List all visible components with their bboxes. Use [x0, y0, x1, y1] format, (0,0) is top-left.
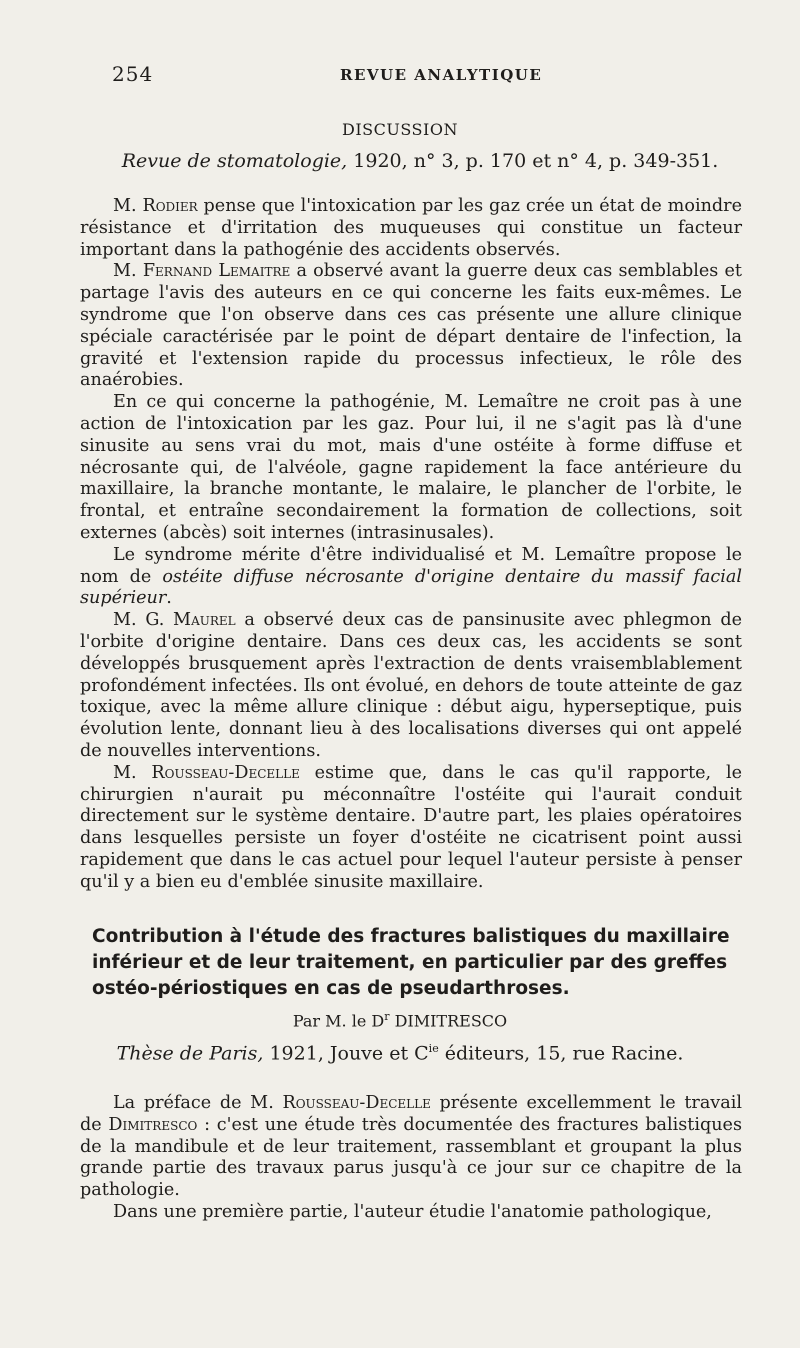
- person-name: M. Fernand Lemaitre: [113, 261, 291, 282]
- paragraph: M. Rodier pense que l'intoxication par les gaz crée un état de moindre résistance et d'irritation des muqueuses qui constitue un facteur important dans la pathogénie des accidents observés.: [80, 196, 742, 260]
- section-heading: DISCUSSION: [342, 120, 458, 139]
- review-body: [80, 1093, 742, 1224]
- paragraph: M. Rousseau-Decelle estime que, dans le cas qu'il rapporte, le chirurgien n'aurait pu méconnaître l'ostéite qui l'aurait conduit directement sur le système dentaire. D'autre part, les plaies opératoires dans lesquelles persiste un foyer d'ostéite ne cicatrisent point aussi rapidement que dans le cas actuel pour lequel l'auteur persiste à penser qu'il y a bien eu d'emblée sinusite maxillaire.: [80, 762, 742, 892]
- person-name: M. Rodier: [113, 196, 198, 216]
- paragraph: En ce qui concerne la pathogénie, M. Lemaître ne croit pas à une action de l'intoxication par les gaz. Pour lui, il ne s'agit pas là d'une sinusite au sens vrai du mot, mais d'une ostéite à forme diffuse et nécrosante qui, de l'alvéole, gagne rapidement la face antérieure du maxillaire, la branche montante, le malaire, le plancher de l'orbite, le frontal, et entraîne secondairement la formation de collections, soit externes (abcès) soit internes (intrasinusales).: [80, 392, 742, 543]
- reference-details: 1920, n° 3, p. 170 et n° 4, p. 349-351.: [347, 150, 719, 172]
- person-name: Rousseau-Decelle: [282, 1093, 431, 1113]
- article-title: Contribution à l'étude des fractures balistiques du maxillaire inférieur et de leur traitement, en particulier par des greffes ostéo-périostiques en cas de pseudarthroses.: [92, 926, 730, 999]
- paragraph: La préface de M. Rousseau-Decelle présente excellemment le travail de Dimitresco : c'est une étude très documentée des fractures balistiques de la mandibule et de leur traitement, rassemblant et groupant la plus grande partie des travaux parus jusqu'à ce jour sur ce chapitre de la pathologie.: [80, 1093, 742, 1201]
- discussion-body: [80, 196, 742, 894]
- journal-title: Revue de stomatologie,: [121, 150, 348, 172]
- paragraph: M. G. Maurel a observé deux cas de pansinusite avec phlegmon de l'orbite d'origine dentaire. Dans ces deux cas, les accidents se sont développés brusquement après l'extraction de dents vraisemblablement profondément infectées. Ils ont évolué, en dehors de toute atteinte de gaz toxique, avec la même allure clinique : début aigu, hyperseptique, puis évolution lente, donnant lieu à des localisations diverses qui ont appelé de nouvelles interventions.: [80, 610, 742, 761]
- author-line: Par M. le $D^r$ DIMITRESCO: [292, 1010, 508, 1031]
- person-name: M. Rousseau-Decelle: [113, 762, 300, 783]
- running-header: [0, 62, 800, 92]
- person-name: Dimitresco: [108, 1114, 198, 1135]
- paragraph: Le syndrome mérite d'être individualisé et M. Lemaître propose le nom de ostéite diffuse nécrosante d'origine dentaire du massif facial supérieur.: [80, 544, 743, 609]
- thesis-reference: Thèse de Paris, 1921, Jouve et $C^{ie}$ éditeurs, 15, rue Racine.: [116, 1042, 684, 1065]
- author-name: DIMITRESCO: [389, 1011, 508, 1031]
- reference-line: [0, 150, 800, 172]
- proposed-name: ostéite diffuse nécrosante d'origine dentaire du massif facial supérieur: [80, 566, 743, 609]
- work-title: Thèse de Paris,: [116, 1042, 264, 1065]
- page-number: 254: [112, 62, 154, 86]
- running-title: REVUE ANALYTIQUE: [340, 66, 543, 84]
- paragraph: M. Fernand Lemaitre a observé avant la guerre deux cas semblables et partage l'avis des auteurs en ce qui concerne les faits eux-mêmes. Le syndrome que l'on observe dans ces cas présente une allure clinique spéciale caractérisée par le point de départ dentaire de l'infection, la gravité et l'extension rapide du processus infectieux, le rôle des anaérobies.: [80, 261, 742, 391]
- paragraph: Dans une première partie, l'auteur étudie l'anatomie pathologique,: [113, 1201, 712, 1222]
- person-name: M. G. Maurel: [113, 610, 236, 631]
